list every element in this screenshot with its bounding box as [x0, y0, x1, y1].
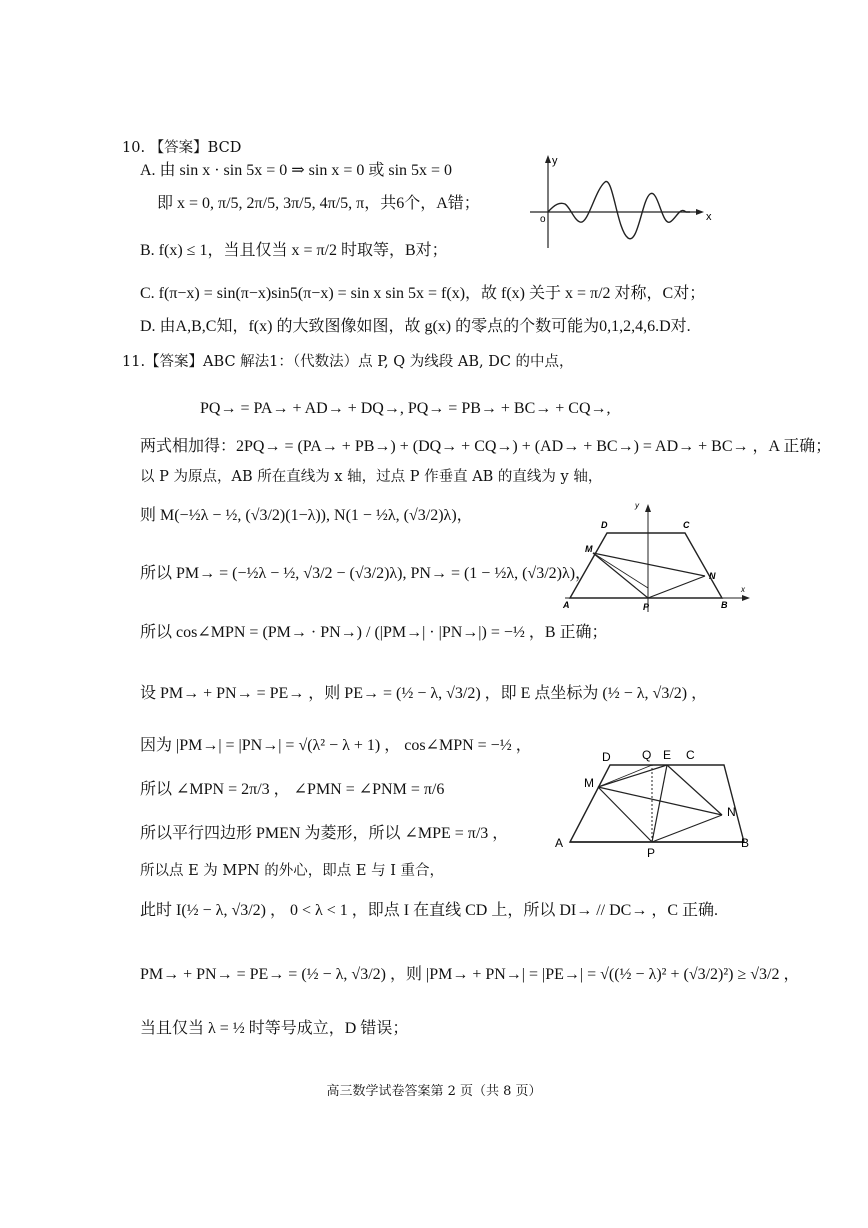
- q11-coordinate-figure: [555, 500, 755, 620]
- q11-rhombus-figure: [550, 745, 760, 860]
- fig1-label-y: y: [635, 501, 639, 510]
- q11-line-10: 所以平行四边形 PMEN 为菱形，所以 ∠MPE = π/3 ，: [140, 825, 509, 842]
- q10-option-a-line1: A. 由 sin x · sin 5x = 0 ⇒ sin x = 0 或 sin 5x = 0: [140, 162, 453, 179]
- fig1-label-M: M: [585, 544, 593, 554]
- fig1-label-N: N: [709, 571, 716, 581]
- q11-line-6: 所以 cos∠MPN = (PM→ · PN→) / (|PM→| · |PN→|) = −½ ，B 正确；: [140, 624, 608, 641]
- q11-line-8: 因为 |PM→| = |PN→| = √(λ² − λ + 1) ， cos∠MPN = −½ ，: [140, 737, 532, 754]
- q11-line-3: 以 P 为原点，AB 所在直线为 x 轴，过点 P 作垂直 AB 的直线为 y 轴，: [140, 469, 603, 485]
- fig1-label-x: x: [741, 585, 745, 594]
- q10-option-d: D. 由A,B,C知，f(x) 的大致图像如图，故 g(x) 的零点的个数可能为0,1,2,4,6.D对.: [140, 318, 691, 335]
- fig1-label-B: B: [721, 600, 728, 610]
- fig2-label-P: P: [647, 846, 656, 860]
- q11-line-11: 所以点 E 为 MPN 的外心，即点 E 与 I 重合，: [140, 863, 445, 879]
- q11-line-5: 所以 PM→ = (−½λ − ½, √3/2 − (√3/2)λ), PN→ = (1 − ½λ, (√3/2)λ)，: [140, 565, 592, 582]
- fig2-label-E: E: [663, 748, 672, 762]
- q11-line-1: PQ→ = PA→ + AD→ + DQ→, PQ→ = PB→ + BC→ + CQ→,: [200, 400, 611, 417]
- fig2-label-A: A: [555, 836, 564, 850]
- q11-heading: 11.【答案】ABC 解法1：（代数法）点 P, Q 为线段 AB, DC 的中点，: [122, 354, 574, 370]
- graph-origin-label: o: [540, 214, 546, 225]
- fig2-label-C: C: [686, 748, 695, 762]
- q10-heading: 10. 【答案】BCD: [122, 140, 242, 156]
- fig2-label-M: M: [584, 776, 594, 790]
- q10-function-graph: [510, 150, 720, 260]
- q11-line-13: PM→ + PN→ = PE→ = (½ − λ, √3/2) ，则 |PM→ + PN→| = |PE→| = √((½ − λ)² + (√3/2)²) ≥ √3/2 ，: [140, 966, 800, 983]
- fig1-label-A: A: [563, 600, 570, 610]
- fig2-label-N: N: [727, 805, 736, 819]
- fig1-label-D: D: [601, 520, 608, 530]
- page-footer: 高三数学试卷答案第 2 页（共 8 页）: [326, 1084, 542, 1099]
- q11-line-14: 当且仅当 λ = ½ 时等号成立，D 错误；: [140, 1020, 409, 1037]
- fig2-label-Q: Q: [642, 748, 652, 762]
- q11-line-9: 所以 ∠MPN = 2π/3 ， ∠PMN = ∠PNM = π/6: [140, 781, 445, 798]
- graph-x-label: x: [706, 211, 712, 223]
- graph-y-label: y: [552, 155, 558, 167]
- fig1-label-C: C: [683, 520, 690, 530]
- q10-option-c: C. f(π−x) = sin(π−x)sin5(π−x) = sin x sin 5x = f(x)，故 f(x) 关于 x = π/2 对称，C对；: [140, 285, 706, 302]
- fig2-label-B: B: [741, 836, 750, 850]
- q11-line-7: 设 PM→ + PN→ = PE→ ，则 PE→ = (½ − λ, √3/2) ，即 E 点坐标为 (½ − λ, √3/2) ，: [140, 685, 708, 702]
- q11-line-12: 此时 I(½ − λ, √3/2) ， 0 < λ < 1 ，即点 I 在直线 CD 上，所以 DI→ // DC→ ，C 正确.: [140, 902, 719, 919]
- q10-option-a-line2: 即 x = 0, π/5, 2π/5, 3π/5, 4π/5, π，共6个，A错；: [157, 195, 480, 212]
- fig2-label-D: D: [602, 750, 611, 764]
- fig1-label-P: P: [643, 602, 650, 612]
- q11-line-4: 则 M(−½λ − ½, (√3/2)(1−λ)), N(1 − ½λ, (√3/2)λ)，: [140, 507, 473, 524]
- q10-option-b: B. f(x) ≤ 1，当且仅当 x = π/2 时取等，B对；: [140, 242, 448, 259]
- q11-line-2: 两式相加得：2PQ→ = (PA→ + PB→) + (DQ→ + CQ→) + (AD→ + BC→) = AD→ + BC→ ，A 正确；: [140, 438, 832, 455]
